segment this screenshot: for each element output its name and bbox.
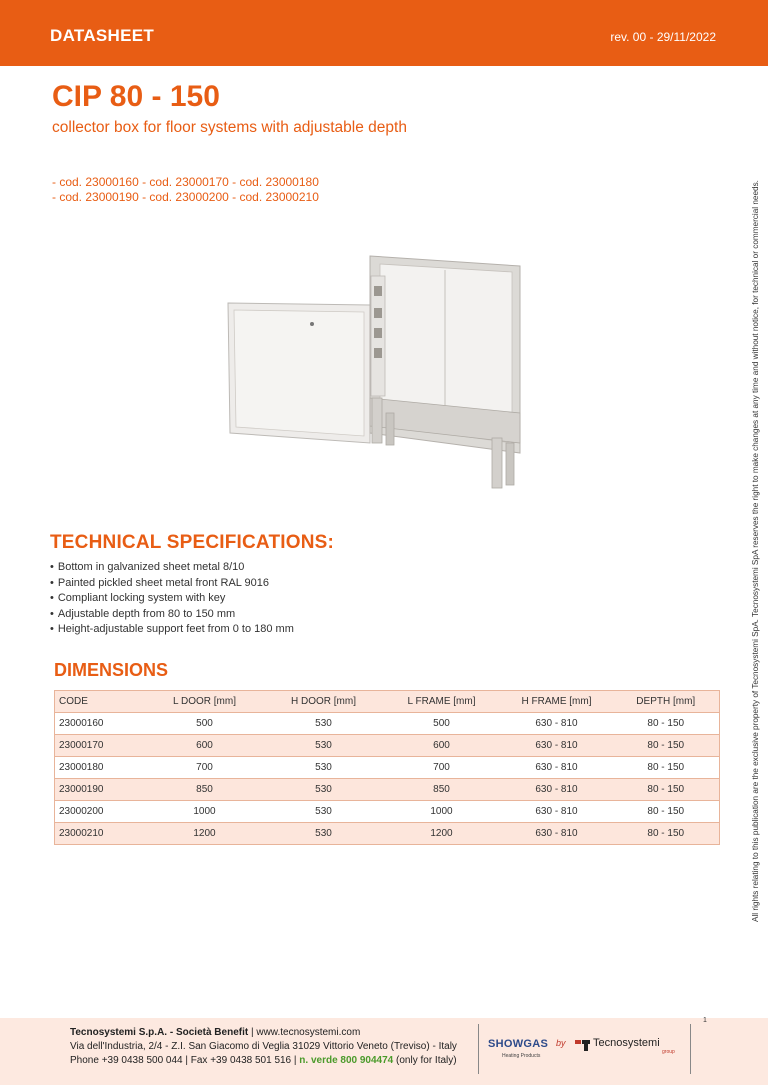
cell-h-frame: 630 - 810 <box>501 735 613 757</box>
cell-h-frame: 630 - 810 <box>501 713 613 735</box>
cell-h-door: 530 <box>265 757 383 779</box>
spec-item: • Height-adjustable support feet from 0 to 180 mm <box>50 622 294 638</box>
cell-l-frame: 500 <box>383 713 501 735</box>
company-name: Tecnosystemi S.p.A. - Società Benefit <box>70 1027 249 1038</box>
cell-h-door: 530 <box>265 823 383 845</box>
table-row <box>55 823 720 845</box>
cell-h-frame: 630 - 810 <box>501 779 613 801</box>
cell-l-frame: 1200 <box>383 823 501 845</box>
by-text: by <box>556 1038 566 1048</box>
table-row <box>55 713 720 735</box>
tecnosystemi-logo-text: Tecnosystemi <box>593 1037 660 1049</box>
table-row <box>55 779 720 801</box>
cell-h-frame: 630 - 810 <box>501 757 613 779</box>
footer-divider <box>690 1024 691 1074</box>
cell-depth: 80 - 150 <box>613 801 720 823</box>
header-h-frame: H FRAME [mm] <box>501 691 613 713</box>
showgas-logo <box>488 1034 550 1064</box>
cell-l-door: 600 <box>145 735 265 757</box>
dimensions-title: DIMENSIONS <box>54 660 169 680</box>
cell-code: 23000210 <box>55 823 145 845</box>
cell-l-door: 1000 <box>145 801 265 823</box>
product-title: CIP 80 - 150 <box>52 80 220 113</box>
table-row <box>55 757 720 779</box>
header-title: DATASHEET <box>50 26 155 45</box>
table-header-row <box>55 691 720 713</box>
spec-item: • Bottom in galvanized sheet metal 8/10 <box>50 560 294 576</box>
tecnosystemi-group-text: group <box>662 1049 675 1055</box>
cell-code: 23000180 <box>55 757 145 779</box>
toll-free-number: n. verde 800 904474 <box>299 1055 394 1066</box>
website-link[interactable]: | www.tecnosystemi.com <box>250 1027 361 1038</box>
revision-date: rev. 00 - 29/11/2022 <box>610 30 716 44</box>
product-codes <box>52 175 319 205</box>
cell-l-door: 500 <box>145 713 265 735</box>
cell-l-frame: 700 <box>383 757 501 779</box>
cell-h-door: 530 <box>265 735 383 757</box>
cell-code: 23000160 <box>55 713 145 735</box>
company-info <box>70 1026 457 1068</box>
cell-l-frame: 600 <box>383 735 501 757</box>
codes-line-1: - cod. 23000160 - cod. 23000170 - cod. 23000180 <box>52 175 319 189</box>
cell-h-door: 530 <box>265 713 383 735</box>
header-bar <box>0 0 768 66</box>
cell-l-frame: 1000 <box>383 801 501 823</box>
table-row <box>55 735 720 757</box>
cell-code: 23000170 <box>55 735 145 757</box>
showgas-logo-text: SHOWGAS <box>488 1038 549 1050</box>
cell-l-door: 700 <box>145 757 265 779</box>
footer-divider <box>478 1024 479 1074</box>
cell-l-frame: 850 <box>383 779 501 801</box>
cell-h-frame: 630 - 810 <box>501 801 613 823</box>
company-address: Via dell'Industria, 2/4 - Z.I. San Giacomo di Veglia 31029 Vittorio Veneto (Treviso) - Italy <box>70 1041 457 1052</box>
spec-item: • Painted pickled sheet metal front RAL 9016 <box>50 576 294 592</box>
cell-l-door: 1200 <box>145 823 265 845</box>
tecnosystemi-mark-icon <box>575 1038 591 1052</box>
page-number: 1 <box>703 1017 707 1024</box>
spec-item: • Adjustable depth from 80 to 150 mm <box>50 607 294 623</box>
product-photo <box>220 248 530 493</box>
product-subtitle: collector box for floor systems with adjustable depth <box>52 119 407 136</box>
specs-title: TECHNICAL SPECIFICATIONS: <box>50 532 335 553</box>
cell-depth: 80 - 150 <box>613 823 720 845</box>
header-h-door: H DOOR [mm] <box>265 691 383 713</box>
copyright-note: All rights relating to this publication are the exclusive property of Tecnosystemi SpA. Tecnosystemi SpA reserves the right to make changes at any time and without notice, for technical or commercial needs. <box>751 180 760 922</box>
dimensions-table <box>54 690 720 845</box>
header-l-frame: L FRAME [mm] <box>383 691 501 713</box>
table-row <box>55 801 720 823</box>
cell-depth: 80 - 150 <box>613 735 720 757</box>
toll-free-note: (only for Italy) <box>396 1055 457 1066</box>
cell-depth: 80 - 150 <box>613 779 720 801</box>
cell-l-door: 850 <box>145 779 265 801</box>
cell-h-frame: 630 - 810 <box>501 823 613 845</box>
cell-depth: 80 - 150 <box>613 757 720 779</box>
cell-code: 23000200 <box>55 801 145 823</box>
spec-item: • Compliant locking system with key <box>50 591 294 607</box>
phone-fax: Phone +39 0438 500 044 | Fax +39 0438 501 516 | <box>70 1055 297 1066</box>
header-l-door: L DOOR [mm] <box>145 691 265 713</box>
showgas-tagline: Heating Products <box>502 1053 541 1059</box>
header-depth: DEPTH [mm] <box>613 691 720 713</box>
codes-line-2: - cod. 23000190 - cod. 23000200 - cod. 23000210 <box>52 190 319 204</box>
cell-depth: 80 - 150 <box>613 713 720 735</box>
cell-h-door: 530 <box>265 779 383 801</box>
tecnosystemi-logo <box>575 1036 683 1056</box>
header-code: CODE <box>55 691 145 713</box>
cell-code: 23000190 <box>55 779 145 801</box>
specs-list <box>50 560 294 638</box>
cell-h-door: 530 <box>265 801 383 823</box>
